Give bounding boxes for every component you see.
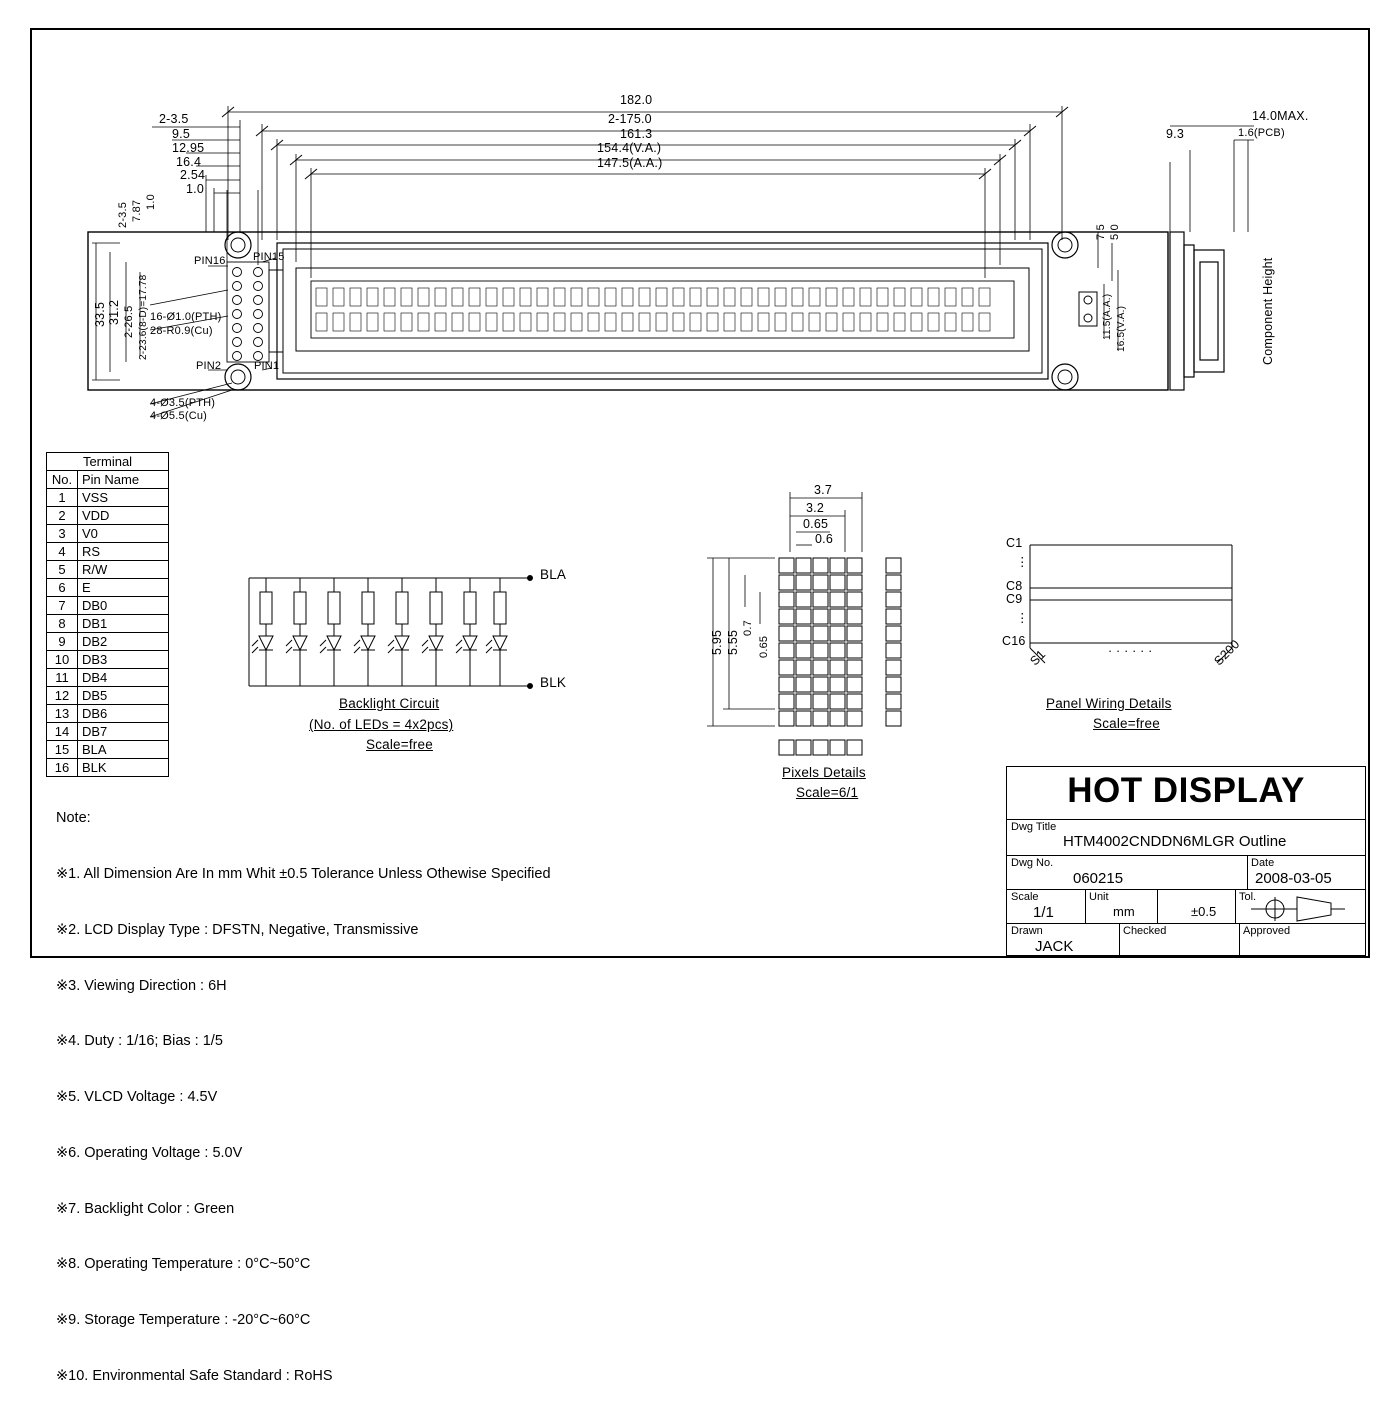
dim-11-5-aa: 11.5(A.A.) [1102,293,1113,340]
table-row [47,723,169,741]
drawn-label: Drawn [1011,925,1043,937]
note-4-cu: 4-Ø5.5(Cu) [150,410,208,422]
table-row [47,615,169,633]
table-header-row [47,453,169,471]
wiring-row-dots2: ⋮ [1016,611,1029,625]
wiring-col-dots: · · · · · · [1108,644,1153,658]
dim-7-5: 7.5 [1095,224,1107,240]
pixel-dim-3-7: 3.7 [814,483,832,497]
table-row [47,561,169,579]
wiring-scale: Scale=free [1093,716,1160,731]
label-bla: BLA [540,567,567,582]
cell-pin: VSS [78,489,169,507]
scale-label: Scale [1011,891,1039,903]
cell-no: 5 [47,561,78,579]
dim-vert-1-0: 1.0 [145,194,157,210]
dwg-title-value: HTM4002CNDDN6MLGR Outline [1063,833,1287,850]
col-no: No. [47,471,78,489]
note-item: ※7. Backlight Color : Green [56,1200,235,1217]
note-16-pth: 16-Ø1.0(PTH) [150,311,222,323]
note-item: ※10. Environmental Safe Standard : RoHS [56,1368,333,1384]
note-item: ※2. LCD Display Type : DFSTN, Negative, Transmissive [56,921,419,938]
dim-182-0: 182.0 [620,93,653,107]
cell-no: 12 [47,687,78,705]
label-blk: BLK [540,675,567,690]
cell-pin: DB2 [78,633,169,651]
dim-left-9-5: 9.5 [172,127,190,141]
wiring-title: Panel Wiring Details [1046,696,1172,711]
label-pin16: PIN16 [194,255,226,267]
note-item: ※1. All Dimension Are In mm Whit ±0.5 Tolerance Unless Othewise Specified [56,865,551,882]
wiring-row-c9: C9 [1006,592,1023,606]
wiring-col-s1: S1 [1027,647,1049,669]
tol-label: Tol. [1239,891,1257,903]
scale-value: 1/1 [1033,904,1054,921]
note-item: ※4. Duty : 1/16; Bias : 1/5 [56,1033,223,1050]
cell-no: 7 [47,597,78,615]
cell-pin: V0 [78,525,169,543]
dim-2-23-6: 2-23.6(8-D)=17.78 [138,274,149,360]
note-item: ※5. VLCD Voltage : 4.5V [56,1089,218,1106]
note-4-pth: 4-Ø3.5(PTH) [150,397,216,409]
notes-block [56,772,551,1423]
label-component-height: Component Height [1261,257,1275,365]
dim-2-175-0: 2-175.0 [608,112,652,126]
wiring-row-dots1: ⋮ [1016,555,1029,569]
pixel-dim-3-2: 3.2 [806,501,824,515]
cell-no: 14 [47,723,78,741]
cell-pin: DB4 [78,669,169,687]
dim-33-5: 33.5 [93,301,107,327]
cell-pin: DB0 [78,597,169,615]
cell-no: 15 [47,741,78,759]
label-pin15: PIN15 [253,251,285,263]
unit-label: Unit [1089,891,1109,903]
dim-vert-7-87: 7.87 [131,199,143,222]
dim-2-26-5: 2-26.5 [123,305,135,338]
dim-left-1-0: 1.0 [186,182,204,196]
wiring-row-c16: C16 [1002,634,1026,648]
note-item: ※9. Storage Temperature : -20°C~60°C [56,1312,311,1329]
dim-vert-2-3-5: 2-3.5 [117,201,129,228]
cell-no: 6 [47,579,78,597]
cell-no: 3 [47,525,78,543]
cell-pin: VDD [78,507,169,525]
table-row [47,507,169,525]
projection-symbol-icon [1245,893,1365,933]
col-pin-name: Pin Name [78,471,169,489]
cell-pin: RS [78,543,169,561]
pixels-scale: Scale=6/1 [796,785,859,800]
wiring-row-c8: C8 [1006,579,1023,593]
dim-left-16-4: 16.4 [176,155,202,169]
terminal-title: Terminal [47,453,169,471]
backlight-title: Backlight Circuit [339,696,440,711]
dim-16-5-va: 16.5(V.A.) [1116,305,1127,352]
pixel-dim-5-95: 5.95 [710,629,724,655]
wiring-col-s200: S200 [1211,637,1243,669]
unit-value: mm [1113,904,1135,919]
dim-left-2-3-5: 2-3.5 [159,112,189,126]
cell-pin: R/W [78,561,169,579]
cell-pin: DB7 [78,723,169,741]
backlight-scale: Scale=free [366,737,433,752]
note-item: ※3. Viewing Direction : 6H [56,977,227,994]
pixel-dim-0-7: 0.7 [742,620,754,636]
cell-no: 16 [47,759,78,777]
table-column-header [47,471,169,489]
table-row [47,741,169,759]
cell-pin: BLA [78,741,169,759]
note-item: ※6. Operating Voltage : 5.0V [56,1144,243,1161]
dim-161-3: 161.3 [620,127,653,141]
dim-31-2: 31.2 [107,299,121,325]
note-28-r09cu: 28-R0.9(Cu) [150,325,213,337]
pixel-dim-0-6: 0.6 [815,532,833,546]
brand-logo: HOT DISPLAY [1067,771,1305,810]
cell-no: 10 [47,651,78,669]
date-value: 2008-03-05 [1255,870,1332,887]
date-label: Date [1251,857,1275,869]
label-pin2: PIN2 [196,360,222,372]
approved-label: Approved [1243,925,1291,937]
table-row [47,525,169,543]
note-item: ※8. Operating Temperature : 0°C~50°C [56,1256,311,1273]
label-pin1: PIN1 [254,360,280,372]
notes-heading: Note: [56,810,91,827]
dwg-no-label: Dwg No. [1011,857,1054,869]
terminal-table [46,452,169,777]
dwg-no-value: 060215 [1073,870,1124,887]
table-row [47,633,169,651]
cell-no: 8 [47,615,78,633]
cell-pin: DB5 [78,687,169,705]
cell-no: 1 [47,489,78,507]
table-row [47,687,169,705]
pixel-dim-0-65: 0.65 [758,635,770,658]
table-row [47,579,169,597]
cell-pin: E [78,579,169,597]
dim-14-0-max: 14.0MAX. [1252,109,1309,123]
dim-1-6-pcb: 1.6(PCB) [1238,127,1285,139]
table-row [47,669,169,687]
cell-pin: DB3 [78,651,169,669]
pixel-dim-0-65: 0.65 [803,517,829,531]
table-row [47,597,169,615]
cell-no: 2 [47,507,78,525]
checked-label: Checked [1123,925,1167,937]
cell-no: 9 [47,633,78,651]
drawn-value: JACK [1035,938,1074,955]
tol-value: ±0.5 [1191,904,1217,919]
title-block [1006,766,1366,956]
dim-154-4-va: 154.4(V.A.) [597,141,662,155]
pixels-title: Pixels Details [782,765,866,780]
cell-no: 13 [47,705,78,723]
dim-9-3: 9.3 [1166,127,1184,141]
cell-no: 11 [47,669,78,687]
wiring-row-c1: C1 [1006,536,1023,550]
table-row [47,651,169,669]
cell-pin: DB6 [78,705,169,723]
table-row [47,543,169,561]
cell-pin: BLK [78,759,169,777]
backlight-subtitle: (No. of LEDs = 4x2pcs) [309,717,454,732]
cell-no: 4 [47,543,78,561]
dim-left-2-54: 2.54 [180,168,206,182]
dim-left-12-95: 12.95 [172,141,205,155]
table-row [47,705,169,723]
dim-5-0: 5.0 [1109,224,1121,240]
dim-147-5-aa: 147.5(A.A.) [597,156,663,170]
table-row [47,489,169,507]
pixel-dim-5-55: 5.55 [726,629,740,655]
cell-pin: DB1 [78,615,169,633]
dwg-title-label: Dwg Title [1011,821,1057,833]
